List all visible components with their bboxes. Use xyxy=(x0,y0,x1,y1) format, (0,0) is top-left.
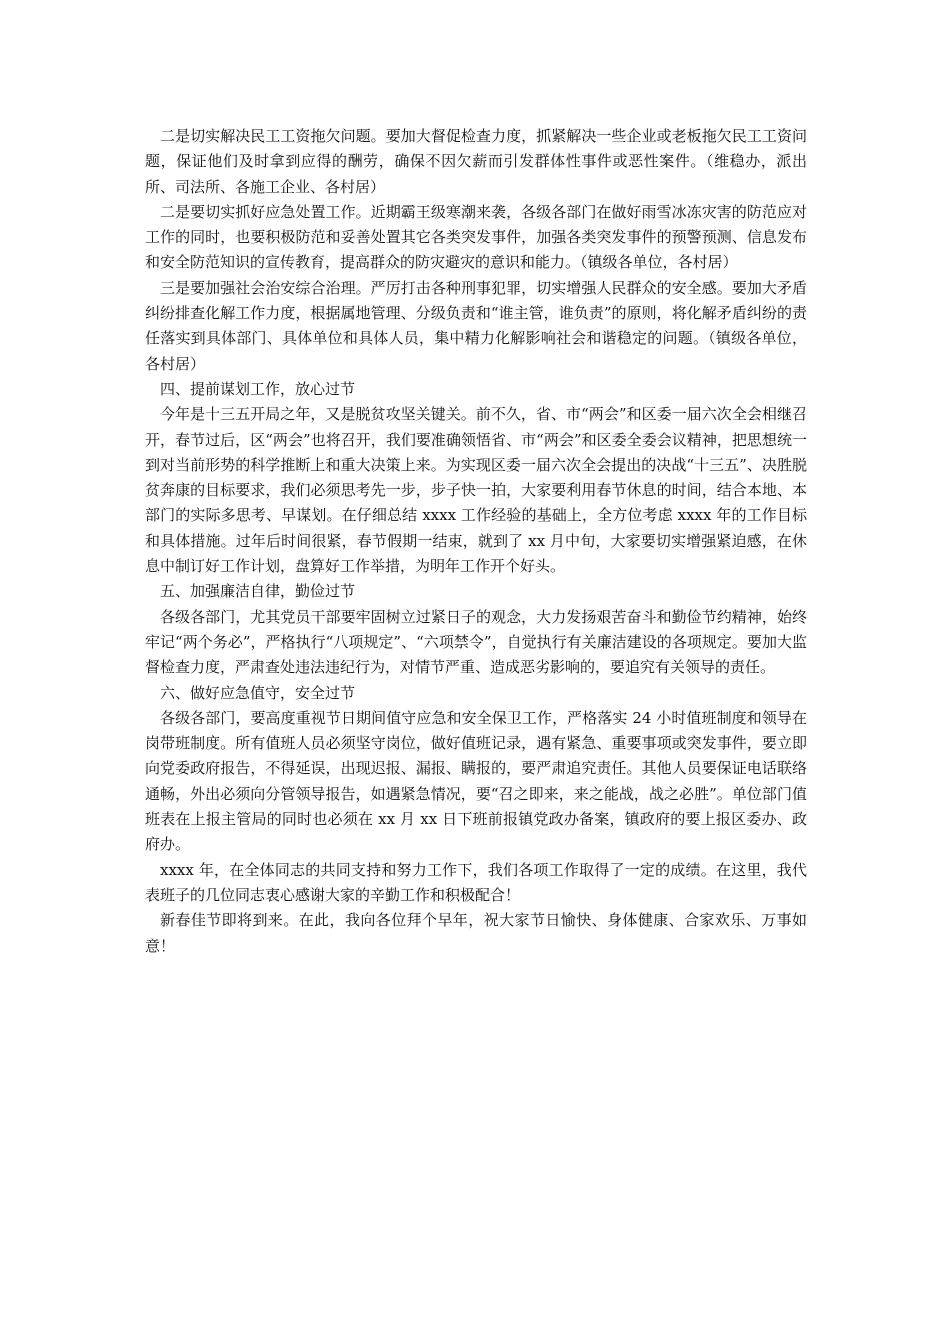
paragraph-thanks: xxxx 年，在全体同志的共同支持和努力工作下，我们各项工作取得了一定的成绩。在这里，我代表班子的几位同志衷心感谢大家的辛勤工作和积极配合！ xyxy=(145,860,807,904)
paragraph-public-security: 三是要加强社会治安综合治理。严厉打击各种刑事犯罪，切实增强人民群众的安全感。要加大矛盾纠纷排查化解工作力度，根据属地管理、分级负责和“谁主管，谁负责”的原则，将化解矛盾纠纷的责任落实到具体部门、具体单位和具体人员，集中精力化解影响社会和谐稳定的问题。（镇级各单位，各村居） xyxy=(145,278,807,373)
section-heading-6: 六、做好应急值守，安全过节 xyxy=(160,683,356,702)
paragraph-wage-arrears: 二是切实解决民工工资拖欠问题。要加大督促检查力度，抓紧解决一些企业或老板拖欠民工工资问题，保证他们及时拿到应得的酬劳，确保不因欠薪而引发群体性事件或恶性案件。（维稳办，派出所、司法所、各施工企业、各村居） xyxy=(145,127,807,196)
section-heading-5: 五、加强廉洁自律，勤俭过节 xyxy=(160,582,356,601)
paragraph-integrity: 各级各部门，尤其党员干部要牢固树立过紧日子的观念，大力发扬艰苦奋斗和勤俭节约精神，始终牢记“两个务必”，严格执行“八项规定”、“六项禁令”，自觉执行有关廉洁建设的各项规定。要加大监督检查力度，严肃查处违法违纪行为，对情节严重、造成恶劣影响的，要追究有关领导的责任。 xyxy=(145,607,807,677)
document-body xyxy=(145,124,807,959)
paragraph-emergency-handling: 二是要切实抓好应急处置工作。近期霸王级寒潮来袭，各级各部门在做好雨雪冰冻灾害的防范应对工作的同时，也要积极防范和妥善处置其它各类突发事件，加强各类突发事件的预警预测、信息发布和安全防范知识的宣传教育，提高群众的防灾避灾的意识和能力。（镇级各单位，各村居） xyxy=(145,202,807,272)
paragraph-work-planning: 今年是十三五开局之年，又是脱贫攻坚关键关。前不久，省、市“两会”和区委一届六次全会相继召开，春节过后，区“两会”也将召开，我们要准确领悟省、市“两会”和区委全委会议精神，把思想统一到对当前形势的科学推断上和重大决策上来。为实现区委一届六次全会提出的决战“十三五”、决胜脱贫奔康的目标要求，我们必须思考先一步，步子快一拍，大家要利用春节休息的时间，结合本地、本部门的实际多思考、早谋划。在仔细总结 xxxx 工作经验的基础上，全方位考虑 xxxx 年的工作目标和具体措施。过年后时间很紧，春节假期一结束，就到了 xx 月中旬，大家要切实增强紧迫感，在休息中制订好工作计划，盘算好工作举措，为明年工作开个好头。 xyxy=(145,405,807,576)
paragraph-duty-watch: 各级各部门，要高度重视节日期间值守应急和安全保卫工作，严格落实 24 小时值班制度和领导在岗带班制度。所有值班人员必须坚守岗位，做好值班记录，遇有紧急、重要事项或突发事件，要立即向党委政府报告，不得延误，出现迟报、漏报、瞒报的，要严肃追究责任。其他人员要保证电话联络通畅，外出必须向分管领导报告，如遇紧急情况，要“召之即来，来之能战，战之必胜”。单位部门值班表在上报主管局的同时也必须在 xx 月 xx 日下班前报镇党政办备案，镇政府的要上报区委办、政府办。 xyxy=(145,708,807,854)
section-heading-4: 四、提前谋划工作，放心过节 xyxy=(160,379,356,398)
paragraph-new-year-greeting: 新春佳节即将到来。在此，我向各位拜个早年，祝大家节日愉快、身体健康、合家欢乐、万事如意！ xyxy=(145,911,807,955)
